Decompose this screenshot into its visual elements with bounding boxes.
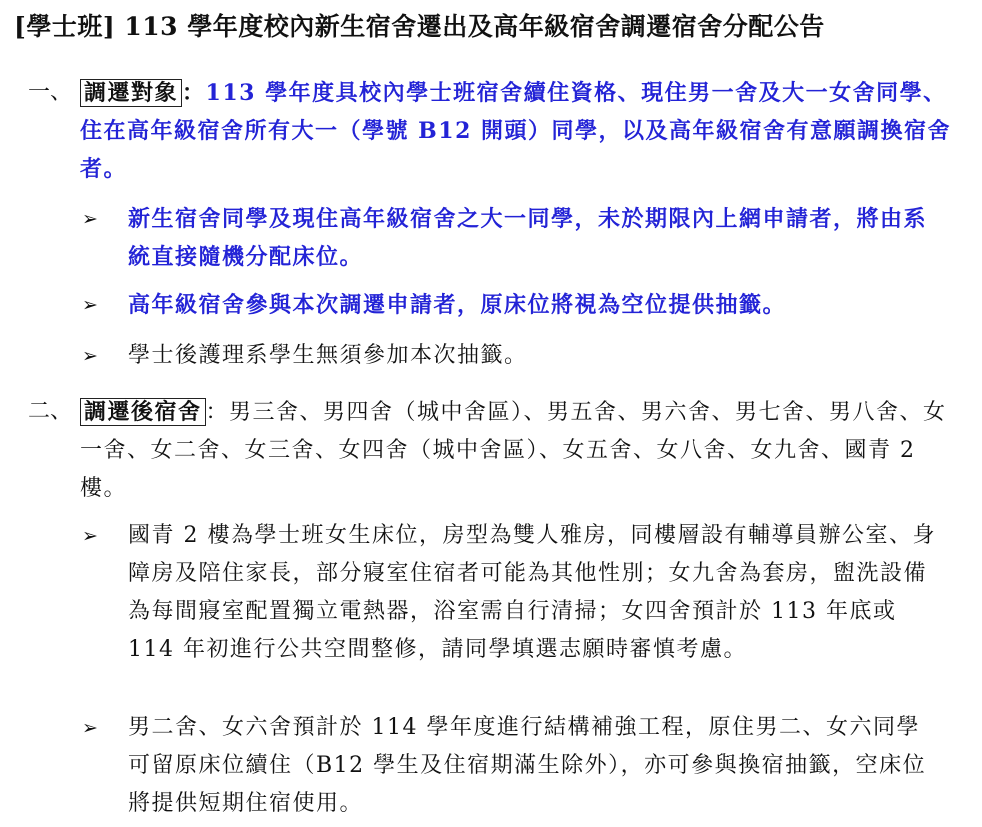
announcement-title: [學士班] 113 學年度校內新生宿舍遷出及高年級宿舍調遷宿舍分配公告 — [14, 12, 825, 41]
arrow-bullet-icon: ➢ — [82, 717, 98, 739]
bullet-text: 高年級宿舍參與本次調遷申請者，原床位將視為空位提供抽籤。 — [128, 292, 787, 318]
section-heading: 調遷後宿舍 — [80, 398, 206, 426]
arrow-bullet-icon: ➢ — [82, 208, 98, 230]
arrow-bullet-icon: ➢ — [82, 525, 98, 547]
bullet-text: 國青 2 樓為學士班女生床位，房型為雙人雅房，同樓層設有輔導員辦公室、身障房及陪住家長，部分寢室住宿者可能為其他性別；女九舍為套房，盥洗設備為每間寢室配置獨立電熱器，浴室需自行清掃；女四舍預計於 113 年底或 114 年初進行公共空間整修，請同學填選志願時審慎考慮。 — [128, 523, 936, 662]
section-text: 113 學年度具校內學士班宿舍續住資格、現住男一舍及大一女舍同學、住在高年級宿舍所有大一（學號 B12 開頭）同學，以及高年級宿舍有意願調換宿舍者。 — [80, 80, 952, 182]
section-body — [80, 74, 956, 188]
bullet-text: 男二舍、女六舍預計於 114 學年度進行結構補強工程，原住男二、女六同學可留原床位續住（B12 學生及住宿期滿生除外），亦可參與換宿抽籤，空床位將提供短期住宿使用。 — [128, 715, 927, 816]
heading-colon: ： — [205, 400, 230, 425]
bullet-text: 新生宿舍同學及現住高年級宿舍之大一同學，未於期限內上網申請者，將由系統直接隨機分配床位。 — [128, 206, 928, 270]
heading-colon: ： — [182, 80, 206, 106]
section-heading: 調遷對象 — [80, 79, 182, 107]
arrow-bullet-icon: ➢ — [82, 294, 98, 316]
section-number: 一、 — [28, 80, 73, 105]
section-text: 男三舍、男四舍（城中舍區）、男五舍、男六舍、男七舍、男八舍、女一舍、女二舍、女三舍、女四舍（城中舍區）、女五舍、女八舍、女九舍、國青 2 樓。 — [80, 400, 947, 501]
bullet-text: 學士後護理系學生無須參加本次抽籤。 — [128, 343, 528, 368]
arrow-bullet-icon: ➢ — [82, 345, 98, 367]
section-body — [80, 393, 956, 508]
section-number: 二、 — [28, 399, 73, 424]
